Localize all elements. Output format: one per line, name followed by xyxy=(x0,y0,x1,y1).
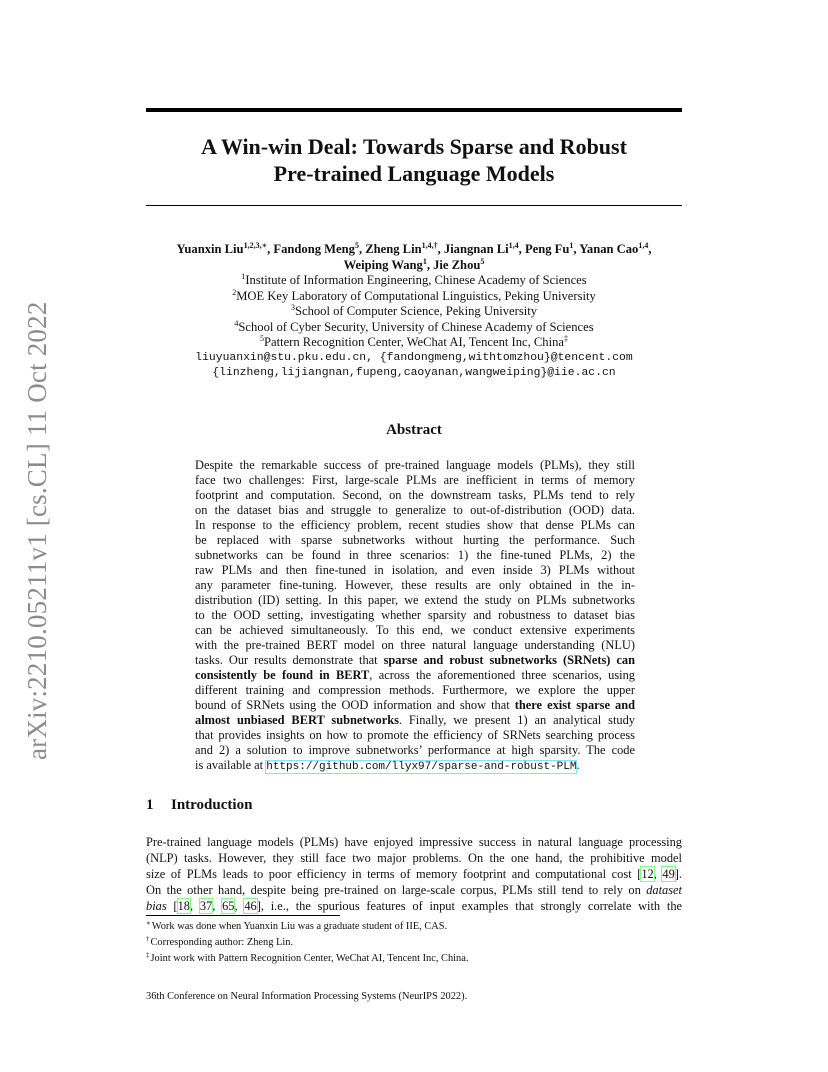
section-number: 1 xyxy=(146,797,154,813)
abstract-line xyxy=(195,758,635,775)
abstract-line: to the OOD setting, investigating whether sparsity and robustness to dataset bias xyxy=(195,608,635,623)
footnote xyxy=(146,951,682,967)
intro-text: On the other hand, despite being pre-trained on large-scale corpus, PLMs still tend to rely on xyxy=(146,883,647,897)
citation-link[interactable]: 49 xyxy=(662,867,675,881)
introduction-paragraph xyxy=(146,834,682,914)
author-affiliation-mark: 5 xyxy=(480,256,485,266)
abstract-line xyxy=(195,698,635,713)
footnote-mark: ∗ xyxy=(146,919,151,927)
author-affiliation-mark: 1 xyxy=(569,241,574,250)
footnote-mark: ‡ xyxy=(146,951,150,959)
citation-link[interactable]: 37 xyxy=(199,899,213,913)
title-line-2: Pre-trained Language Models xyxy=(273,161,555,186)
author-name: Weiping Wang xyxy=(343,257,423,272)
affiliation-number: 3 xyxy=(290,303,295,312)
abstract-text: tasks. Our results demonstrate that xyxy=(195,653,384,668)
intro-line: size of PLMs leads to poor efficiency in terms of memory footprint and computational cost [12, 49]. xyxy=(146,867,682,881)
author-list-line-2: Weiping Wang$^1$, Jie Zhou$^5$ xyxy=(343,256,485,272)
affiliation-number: 2 xyxy=(232,287,237,297)
affiliation-number: 4 xyxy=(234,318,239,328)
footnote-text: Joint work with Pattern Recognition Center, WeChat AI, Tencent Inc, China. xyxy=(150,953,469,964)
abstract-text: . Finally, we present 1) an analytical study xyxy=(398,713,635,728)
affiliation-number: 1 xyxy=(241,272,246,281)
intro-emphasis: bias xyxy=(146,899,167,913)
footnotes xyxy=(146,919,682,967)
abstract-line: distribution (ID) setting. In this paper, we extend the study on PLMs subnetworks xyxy=(195,593,635,608)
footnote xyxy=(146,935,682,951)
affiliation-number: 5 xyxy=(259,334,264,343)
author-list-line-1: Yuanxin Liu$^{1,2,3,∗}$, Fandong Meng$^5$, Zheng Lin$^{1,4,\dagger}$, Jiangnan Li$^{1,4}$, Peng Fu$^1$, Yanan Cao$^{1,4}$, xyxy=(176,241,652,256)
affiliation xyxy=(146,320,682,336)
author-block xyxy=(146,242,682,382)
author-affiliation-mark: 1,2,3,∗ xyxy=(243,241,268,250)
abstract-line xyxy=(195,653,635,668)
footnote xyxy=(146,919,682,935)
abstract-line: subnetworks can be found in three scenarios: 1) the fine-tuned PLMs, 2) the xyxy=(195,548,635,563)
footnote-mark: ‡ xyxy=(564,334,568,343)
footnote-rule xyxy=(146,915,340,916)
abstract-line: different training and compression methods. Furthermore, we explore the upper xyxy=(195,683,635,698)
abstract-emphasis: sparse and robust subnetworks (SRNets) can xyxy=(383,653,636,668)
author-name: Yuanxin Liu xyxy=(176,242,244,256)
citation-link[interactable]: 46 xyxy=(244,899,257,913)
abstract-line: and 2) a solution to improve subnetworks’ performance at high sparsity. The code xyxy=(195,743,635,758)
citation-link[interactable]: 18 xyxy=(177,899,190,913)
abstract-text: bound of SRNets using the OOD information and show that xyxy=(195,698,515,713)
intro-text: size of PLMs leads to poor efficiency in terms of memory footprint and computational cost [ xyxy=(146,867,642,881)
arxiv-identifier: arXiv:2210.05211v1 [cs.CL] 11 Oct 2022 xyxy=(22,301,52,760)
affiliation xyxy=(146,289,682,305)
author-name: Jiangnan Li xyxy=(443,242,509,256)
abstract-text: is available at xyxy=(195,758,267,773)
abstract-emphasis: almost unbiased BERT subnetworks xyxy=(195,713,399,728)
abstract-line: In response to the efficiency problem, recent studies show that dense PLMs can xyxy=(195,518,635,533)
affiliation-text: Institute of Information Engineering, Chinese Academy of Sciences xyxy=(245,273,587,287)
affiliation xyxy=(146,304,682,320)
citation-link[interactable]: 12 xyxy=(641,867,654,881)
intro-text: ], i.e., the spurious features of input examples that strongly correlate with the xyxy=(256,899,683,913)
intro-line: (NLP) tasks. However, they still face two major problems. On the one hand, the prohibitive model xyxy=(146,851,682,865)
abstract-body xyxy=(195,458,635,775)
abstract-line: raw PLMs and then fine-tuned in isolation, and even inside 3) PLMs without xyxy=(195,563,635,578)
section-heading xyxy=(146,797,682,814)
title-bottom-rule xyxy=(146,205,682,206)
abstract-line: any parameter fine-tuning. However, these results are only obtained in the in- xyxy=(195,578,635,593)
intro-line: Pre-trained language models (PLMs) have enjoyed impressive success in natural language processing xyxy=(146,835,682,849)
footnote-mark: † xyxy=(146,935,150,943)
title-top-rule xyxy=(146,108,682,112)
abstract-line xyxy=(195,668,635,683)
code-repository-link[interactable]: https://github.com/llyx97/sparse-and-robust-PLM xyxy=(266,761,577,774)
abstract-text: . xyxy=(576,758,580,773)
author-name: Peng Fu xyxy=(524,242,570,256)
author-name: Jie Zhou xyxy=(433,257,481,272)
abstract-line: Despite the remarkable success of pre-trained language models (PLMs), they still xyxy=(195,458,635,472)
author-name: Fandong Meng xyxy=(273,242,355,256)
email-line: {linzheng,lijiangnan,fupeng,caoyanan,wangweiping}@iie.ac.cn xyxy=(212,367,616,379)
affiliation-text: School of Computer Science, Peking University xyxy=(294,304,538,318)
section-title: Introduction xyxy=(171,797,253,813)
abstract-emphasis: there exist sparse and xyxy=(514,698,635,713)
footnote-text: Work was done when Yuanxin Liu was a graduate student of IIE, CAS. xyxy=(151,921,448,932)
abstract-line: that provides insights on how to promote the efficiency of SRNets searching process xyxy=(195,728,635,743)
abstract-line: be replaced with sparse subnetworks without hurting the performance. Such xyxy=(195,533,635,548)
abstract-line: on the dataset bias and struggle to generalize to out-of-distribution (OOD) data. xyxy=(195,503,635,518)
abstract-line: can be achieved simultaneously. To this end, we conduct extensive experiments xyxy=(195,623,635,638)
intro-text: ]. xyxy=(674,867,682,881)
intro-line xyxy=(146,882,682,898)
affiliation-text: Pattern Recognition Center, WeChat AI, Tencent Inc, China xyxy=(263,335,564,349)
author-affiliation-mark: 5 xyxy=(354,241,359,250)
author-name: Yanan Cao xyxy=(579,242,639,256)
paper-title xyxy=(146,133,682,187)
intro-line: bias [18, 37, 65, 46], i.e., the spurious features of input examples that strongly correlate with the xyxy=(146,899,683,913)
author-affiliation-mark: 1,4 xyxy=(508,241,519,250)
abstract-line: footprint and computation. Second, on the downstream tasks, PLMs tend to rely xyxy=(195,488,635,503)
affiliation-text: MOE Key Laboratory of Computational Linguistics, Peking University xyxy=(236,288,596,303)
abstract-line: face two challenges: First, large-scale PLMs are inefficient in terms of memory xyxy=(195,473,635,488)
author-affiliation-mark: 1,4 xyxy=(638,241,649,250)
abstract-text: , across the aforementioned three scenarios, using xyxy=(369,668,635,683)
email-line: liuyuanxin@stu.pku.edu.cn, {fandongmeng,withtomzhou}@tencent.com xyxy=(195,351,633,364)
abstract-heading: Abstract xyxy=(386,422,442,438)
title-line-1: A Win-win Deal: Towards Sparse and Robust xyxy=(201,134,627,159)
conference-note: 36th Conference on Neural Information Processing Systems (NeurIPS 2022). xyxy=(146,991,468,1002)
intro-emphasis: dataset xyxy=(646,883,682,897)
affiliation xyxy=(146,335,682,351)
author-affiliation-mark: 1 xyxy=(422,256,427,266)
abstract-line: with the pre-trained BERT model on three natural language understanding (NLU) xyxy=(195,638,635,653)
abstract-emphasis: consistently be found in BERT xyxy=(195,668,370,683)
affiliation-text: School of Cyber Security, University of Chinese Academy of Sciences xyxy=(238,319,594,334)
author-name: Zheng Lin xyxy=(365,242,422,256)
author-affiliation-mark: 1,4,† xyxy=(421,241,438,250)
citation-link[interactable]: 65 xyxy=(222,899,235,913)
footnote-text: Corresponding author: Zheng Lin. xyxy=(150,937,294,948)
affiliation xyxy=(146,273,682,289)
abstract-line xyxy=(195,713,635,728)
